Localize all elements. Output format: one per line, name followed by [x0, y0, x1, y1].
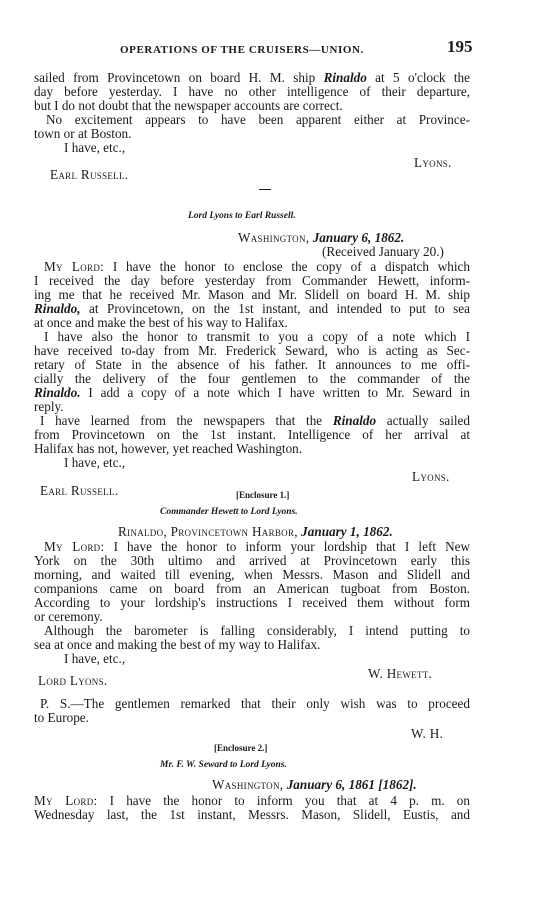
paragraph-line: day before yesterday. I have no other intelligence of their departure, [34, 84, 470, 99]
enclosure-label: [Enclosure 1.] [236, 490, 290, 500]
paragraph-line: Rinaldo, at Provincetown, on the 1st instant, and intended to put to sea [34, 301, 471, 316]
closing: I have, etc., [64, 455, 126, 470]
paragraph-line: town or at Boston. [34, 126, 132, 141]
paragraph-line: or ceremony. [34, 609, 103, 624]
paragraph-line: sea at once and making the best of my way to Halifax. [34, 637, 321, 652]
paragraph-line: No excitement appears to have been apparent either at Province- [46, 112, 470, 127]
received-date: (Received January 20.) [322, 244, 444, 259]
page-number: 195 [447, 37, 473, 56]
paragraph-line: Rinaldo. I add a copy of a note which I have written to Mr. Seward in [34, 385, 470, 400]
paragraph-line: According to your lordship's instructions I received them without form [34, 595, 470, 610]
postscript-line: to Europe. [34, 710, 89, 725]
section-divider [259, 189, 271, 190]
postscript-line: P. S.—The gentlemen remarked that their only wish was to proceed [40, 696, 470, 711]
paragraph-line: Although the barometer is falling considerably, I intend putting to [44, 623, 470, 638]
paragraph-line: sailed from Provincetown on board H. M. ship Rinaldo at 5 o'clock the [34, 70, 470, 85]
enclosure-label: [Enclosure 2.] [214, 743, 268, 753]
paragraph-line: York on the 30th ultimo and arrived at Provincetown early this [34, 553, 470, 568]
paragraph-line: companions came on board from an American tugboat from Boston. [34, 581, 470, 596]
postscript-signature: W. H. [411, 726, 444, 741]
dateline: Washington, January 6, 1862. [238, 230, 405, 245]
signature: W. Hewett. [368, 666, 433, 681]
letter-title: Commander Hewett to Lord Lyons. [160, 507, 298, 517]
paragraph-line: at once and make the best of his way to Halifax. [34, 315, 288, 330]
addressee: Earl Russell. [40, 483, 119, 498]
dateline: Washington, January 6, 1861 [1862]. [212, 777, 417, 792]
paragraph-line: ing me that he received Mr. Mason and Mr. Slidell on board H. M. ship [34, 287, 470, 302]
paragraph-line: reply. [34, 399, 64, 414]
paragraph-line: morning, and waited till evening, when Messrs. Mason and Slidell and [34, 567, 470, 582]
paragraph-line: retary of State in the absence of his father. It announces to me offi- [34, 357, 470, 372]
paragraph-line: I have also the honor to transmit to you a copy of a note which I [44, 329, 470, 344]
paragraph-line: but I do not doubt that the newspaper accounts are correct. [34, 98, 343, 113]
addressee: Lord Lyons. [38, 673, 108, 688]
paragraph-line: have received to-day from Mr. Frederick Seward, who is acting as Sec- [34, 343, 470, 358]
paragraph-line: I received the day before yesterday from Commander Hewett, inform- [34, 273, 470, 288]
paragraph-line: My Lord: I have the honor to enclose the copy of a dispatch which [44, 259, 470, 274]
signature: Lyons. [414, 155, 452, 170]
paragraph-line: cially the delivery of the four gentlemen to the commander of the [34, 371, 470, 386]
paragraph-line: I have learned from the newspapers that the Rinaldo actually sailed [40, 413, 470, 428]
letter-title: Mr. F. W. Seward to Lord Lyons. [160, 760, 287, 770]
signature: Lyons. [412, 469, 450, 484]
closing: I have, etc., [64, 140, 126, 155]
dateline: Rinaldo, Provincetown Harbor, January 1, 1862. [118, 524, 393, 539]
letter-title: Lord Lyons to Earl Russell. [188, 211, 296, 221]
paragraph-line: My Lord: I have the honor to inform your lordship that I left New [44, 539, 470, 554]
paragraph-line: Wednesday last, the 1st instant, Messrs. Mason, Slidell, Eustis, and [34, 807, 470, 822]
running-title: OPERATIONS OF THE CRUISERS—UNION. [120, 44, 364, 56]
paragraph-line: from Provincetown on the 1st instant. Intelligence of her arrival at [34, 427, 470, 442]
paragraph-line: Halifax has not, however, yet reached Washington. [34, 441, 303, 456]
paragraph-line: My Lord: I have the honor to inform you that at 4 p. m. on [34, 793, 470, 808]
closing: I have, etc., [64, 651, 126, 666]
addressee: Earl Russell. [50, 167, 129, 182]
